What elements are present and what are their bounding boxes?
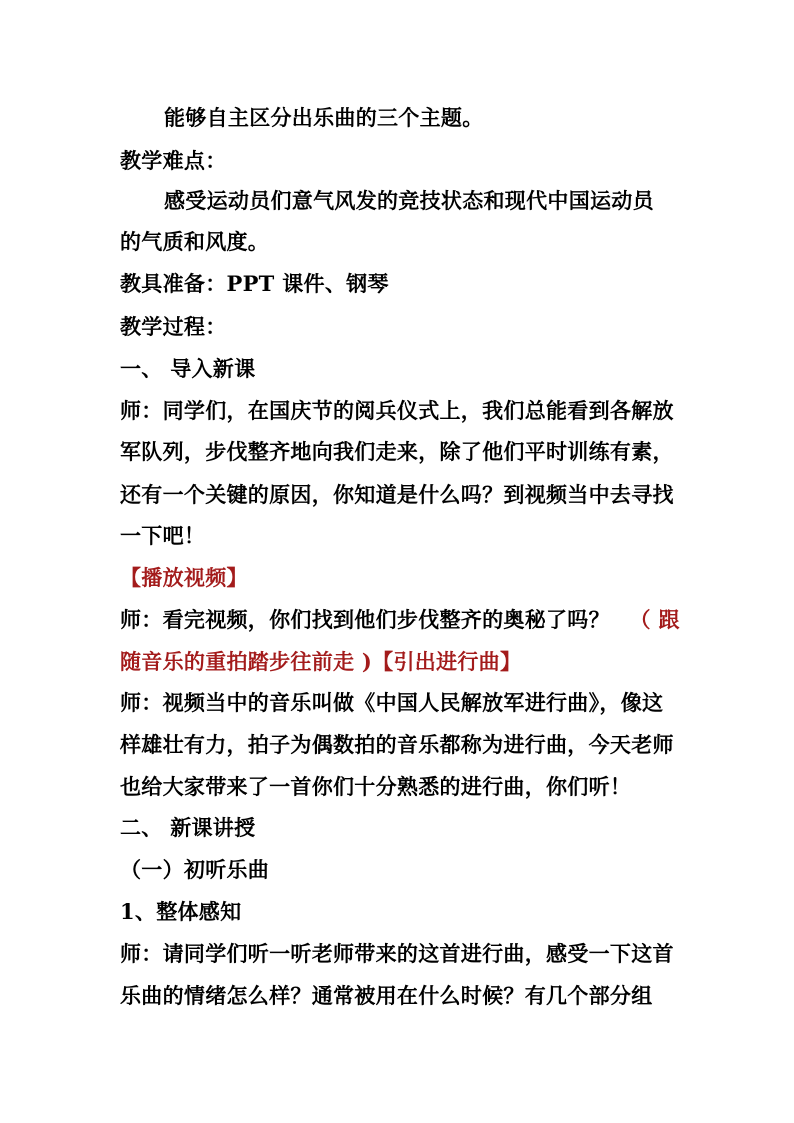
paragraph-3-line-3: 也给大家带来了一首你们十分熟悉的进行曲，你们听！	[120, 774, 632, 799]
difficulty-text-line-2: 的气质和风度。	[120, 229, 270, 254]
paragraph-2-note-end: 随音乐的重拍踏步往前走 )【引出进行曲】	[120, 649, 522, 674]
process-heading: 教学过程：	[120, 314, 227, 339]
paragraph-3-line-1: 师：视频当中的音乐叫做《中国人民解放军进行曲》，像这	[120, 690, 664, 715]
paragraph-1-line-1: 师：同学们，在国庆节的阅兵仪式上，我们总能看到各解放	[120, 398, 674, 423]
difficulty-heading: 教学难点：	[120, 148, 227, 173]
section-1-heading: 一、 导入新课	[120, 356, 256, 381]
difficulty-text-line-1: 感受运动员们意气风发的竞技状态和现代中国运动员	[164, 188, 654, 213]
paragraph-1-line-4: 一下吧！	[120, 523, 206, 548]
paragraph-4-line-2: 乐曲的情绪怎么样？通常被用在什么时候？有几个部分组	[120, 983, 653, 1008]
paragraph-4-line-1: 师：请同学们听一听老师带来的这首进行曲，感受一下这首	[120, 941, 674, 966]
play-video-note: 【播放视频】	[120, 565, 248, 590]
tools-line: 教具准备：PPT 课件、钢琴	[120, 271, 389, 296]
objective-line: 能够自主区分出乐曲的三个主题。	[164, 105, 484, 130]
subsection-1-heading: （一）初听乐曲	[120, 857, 270, 882]
paragraph-1-line-3: 还有一个关键的原因，你知道是什么吗？到视频当中去寻找	[120, 482, 674, 507]
paragraph-2-line-1	[120, 606, 680, 634]
paragraph-2-question: 师：看完视频，你们找到他们步伐整齐的奥秘了吗？	[120, 607, 610, 632]
item-1-heading: 1、整体感知	[120, 899, 242, 924]
paragraph-3-line-2: 样雄壮有力，拍子为偶数拍的音乐都称为进行曲，今天老师	[120, 732, 674, 757]
section-2-heading: 二、 新课讲授	[120, 815, 256, 840]
paragraph-2-note-start: （ 跟	[629, 607, 680, 632]
paragraph-1-line-2: 军队列，步伐整齐地向我们走来，除了他们平时训练有素，	[120, 439, 674, 464]
